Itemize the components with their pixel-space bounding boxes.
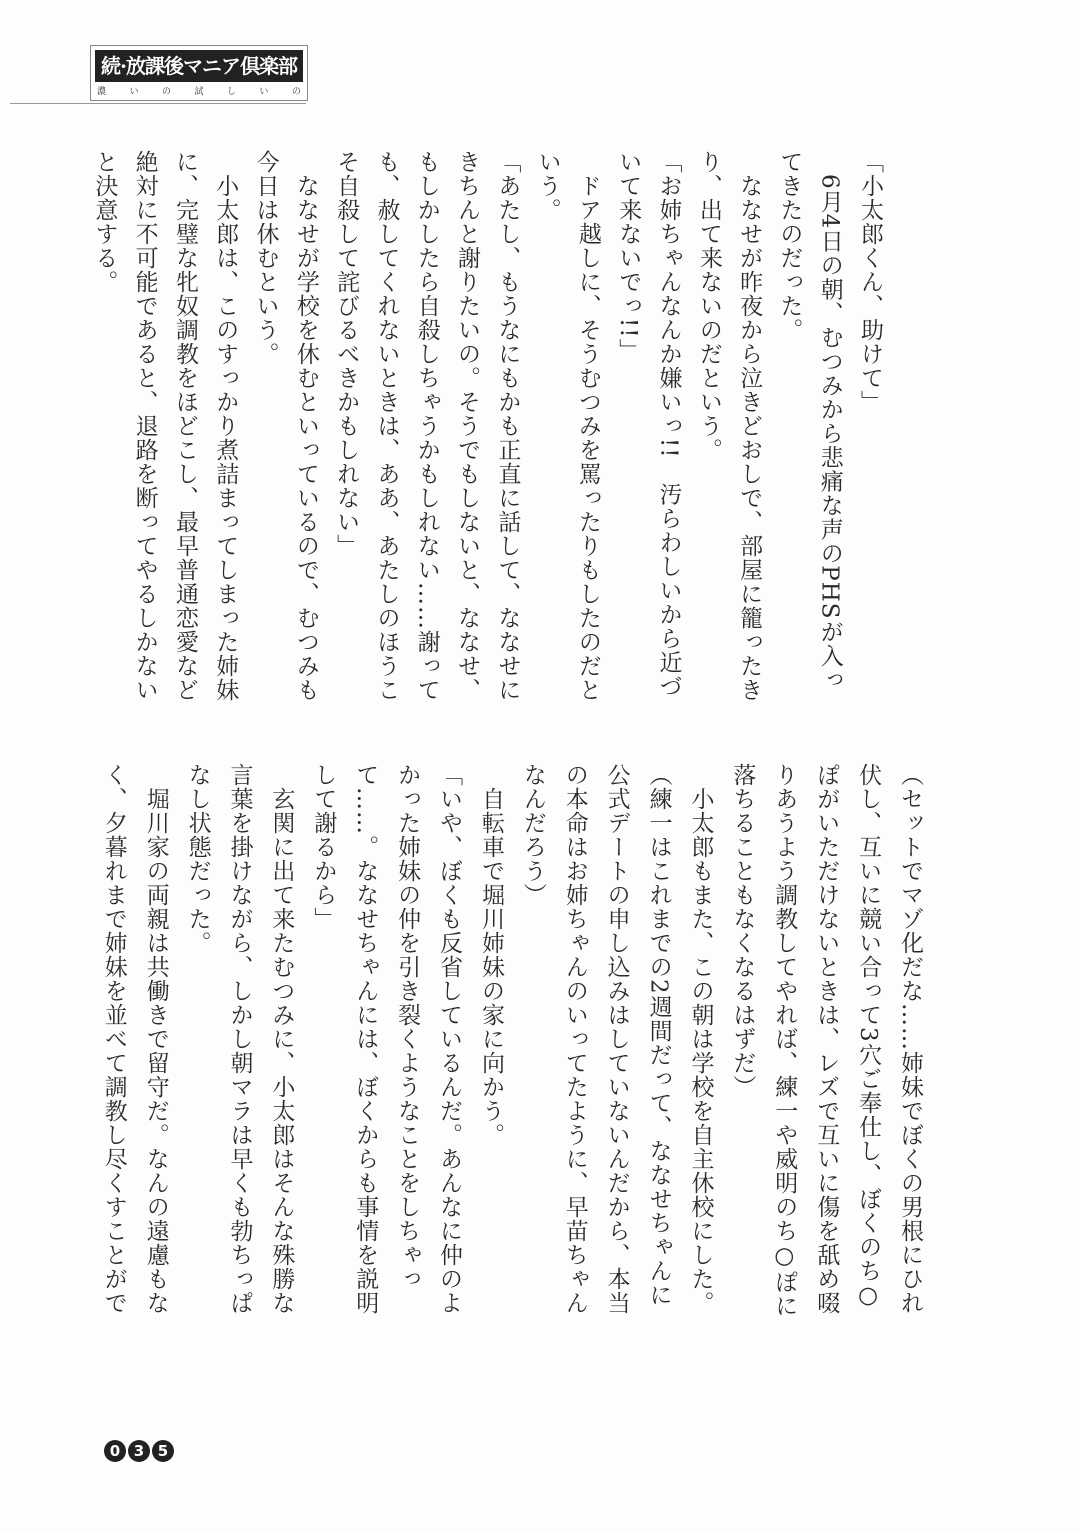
subtitle-char: い xyxy=(129,87,139,97)
lower-text-block xyxy=(92,763,930,1353)
text-column: 小太郎は、このすっかり煮詰まってしまった姉妹 xyxy=(212,150,239,702)
text-column: 自転車で堀川姉妹の家に向かう。 xyxy=(477,763,504,1147)
text-column: そ自殺して詫びるべきかもしれない」 xyxy=(333,150,360,558)
text-column: 「お姉ちゃんなんか嫌いっ!! 汚らわしいから近づ xyxy=(655,150,682,699)
page-number-digit: 0 xyxy=(104,1440,126,1462)
text-column: 言葉を掛けながら、しかし朝マラは早くも勃ちっぱ xyxy=(226,763,253,1315)
text-column: 今日は休むという。 xyxy=(252,150,279,366)
text-column: 「あたし、もうなにもかも正直に話して、ななせに xyxy=(494,150,521,702)
header-rule xyxy=(10,103,306,104)
text-column: 6月4日の朝、むつみから悲痛な声のPHSが入っ xyxy=(816,150,843,692)
text-column: 「いや、ぼくも反省しているんだ。あんなに仲のよ xyxy=(436,763,463,1315)
text-column: の本命はお姉ちゃんのいってたように、早苗ちゃん xyxy=(561,763,588,1315)
subtitle-char: の xyxy=(291,87,301,97)
text-column: りあうよう調教してやれば、練一や威明のち○ぽに xyxy=(771,763,798,1318)
upper-text-block xyxy=(84,150,890,730)
page-number-digit: 3 xyxy=(128,1440,150,1462)
subtitle-char: し xyxy=(226,87,236,97)
text-column: てきたのだった。 xyxy=(776,150,803,342)
text-column: 落ちることもなくなるはずだ） xyxy=(729,763,756,1099)
text-column: かった姉妹の仲を引き裂くようなことをしちゃっ xyxy=(394,763,421,1291)
page-number-digit: 5 xyxy=(152,1440,174,1462)
page-number xyxy=(104,1440,174,1462)
book-title: 続·放課後マニア倶楽部 xyxy=(95,50,303,82)
text-column: に、完璧な牝奴調教をほどこし、最早普通恋愛など xyxy=(171,150,198,702)
text-column: 玄関に出て来たむつみに、小太郎はそんな殊勝な xyxy=(268,763,295,1315)
text-column: ななせが学校を休むといっているので、むつみも xyxy=(292,150,319,702)
running-header xyxy=(90,45,308,101)
text-column: なし状態だった。 xyxy=(184,763,211,955)
subtitle-char: の xyxy=(161,87,171,97)
text-column: なんだろう） xyxy=(519,763,546,907)
text-column: り、出て来ないのだという。 xyxy=(695,150,722,462)
text-column: いう。 xyxy=(534,150,561,222)
text-column: て……。ななせちゃんには、ぼくからも事情を説明 xyxy=(352,763,379,1315)
text-column: もしかしたら自殺しちゃうかもしれない……謝って xyxy=(413,150,440,702)
text-column: 公式デートの申し込みはしていないんだから、本当 xyxy=(603,763,630,1315)
text-column: いて来ないでっ!!」 xyxy=(615,150,642,363)
text-column: 絶対に不可能であると、退路を断ってやるしかない xyxy=(131,150,158,702)
text-column: ななせが昨夜から泣きどおしで、部屋に籠ったき xyxy=(736,150,763,702)
subtitle-char: い xyxy=(259,87,269,97)
text-column: きちんと謝りたいの。そうでもしないと、ななせ、 xyxy=(454,150,481,702)
text-column: ドア越しに、そうむつみを罵ったりもしたのだと xyxy=(574,150,601,702)
text-column: して謝るから」 xyxy=(310,763,337,931)
text-column: と決意する。 xyxy=(91,150,118,294)
text-column: 小太郎もまた、この朝は学校を自主休校にした。 xyxy=(687,763,714,1315)
text-column: （練一はこれまでの2週間だって、ななせちゃんに xyxy=(645,763,672,1307)
text-column: （セットでマゾ化だな……姉妹でぼくの男根にひれ xyxy=(897,763,923,1315)
text-column: 堀川家の両親は共働きで留守だ。なんの遠慮もな xyxy=(142,763,169,1315)
subtitle-char: 試 xyxy=(194,87,204,97)
text-column: も、赦してくれないときは、ああ、あたしのほうこ xyxy=(373,150,400,702)
book-subtitle xyxy=(97,84,301,98)
text-column: 「小太郎くん、助けて」 xyxy=(857,150,883,414)
text-column: く、夕暮れまで姉妹を並べて調教し尽くすことがで xyxy=(100,763,127,1315)
text-column: ぽがいただけないときは、レズで互いに傷を舐め啜 xyxy=(813,763,840,1315)
text-column: 伏し、互いに競い合って3穴ご奉仕し、ぼくのち○ xyxy=(855,763,882,1310)
subtitle-char: 濃 xyxy=(97,87,107,97)
